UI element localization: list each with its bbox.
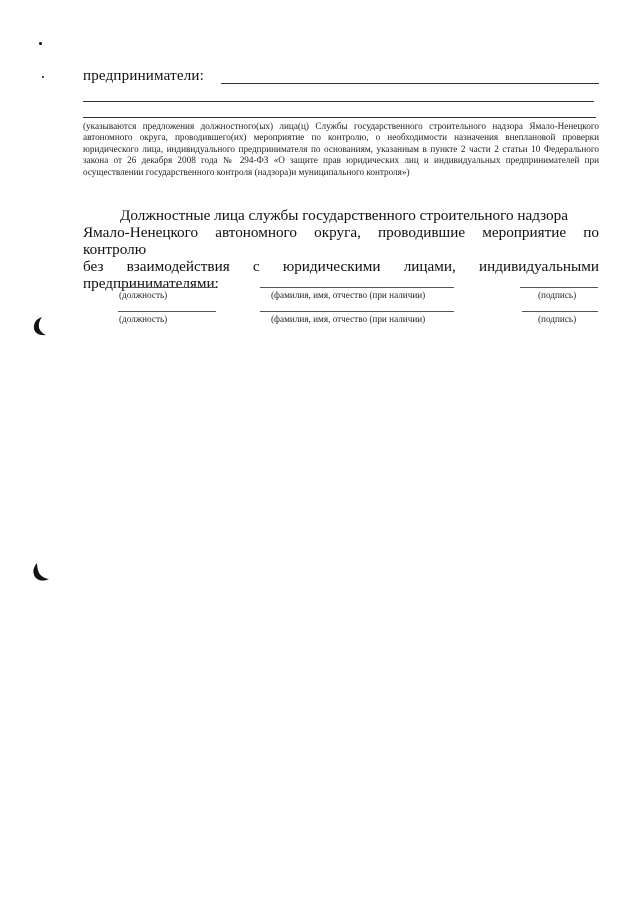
signature-row-2-name-line xyxy=(260,311,454,312)
blank-line-1 xyxy=(83,101,594,102)
word: без xyxy=(83,258,104,275)
paragraph-line-2: Ямало-Ненецкого автономного округа, проводившие мероприятие по контролю xyxy=(83,224,599,258)
hole-punch-mark-lower xyxy=(30,562,52,584)
word: взаимодействия xyxy=(126,258,230,275)
word: с xyxy=(252,258,260,275)
signature-row-1-signature-line xyxy=(520,287,598,288)
signature-row-2-name-caption: (фамилия, имя, отчество (при наличии) xyxy=(271,314,426,324)
signature-row-2-signature-line xyxy=(522,311,598,312)
signature-row-2-position-line xyxy=(118,311,216,312)
signature-row-1-position-caption: (должность) xyxy=(119,290,168,300)
word: лицами, xyxy=(403,258,456,275)
signature-row-2-signature-caption: (подпись) xyxy=(538,314,577,324)
officials-paragraph xyxy=(83,207,599,292)
blank-line-2 xyxy=(83,117,596,118)
hole-punch-mark-upper xyxy=(30,316,50,338)
paragraph-line-3 xyxy=(83,258,599,275)
signature-row-1-position-line xyxy=(118,287,216,288)
paragraph-line-4: предпринимателями: xyxy=(83,275,219,292)
header-label: предприниматели: xyxy=(83,68,204,84)
signature-row-1-signature-caption: (подпись) xyxy=(538,290,577,300)
word: юридическими xyxy=(282,258,381,275)
signature-row-1-name-caption: (фамилия, имя, отчество (при наличии) xyxy=(271,290,426,300)
margin-dot-second xyxy=(42,76,44,78)
margin-dot-top xyxy=(39,42,42,45)
instruction-note: (указываются предложения должностного(ых) лица(ц) Службы государственного строительного надзора Ямало-Ненецкого автономного округа, проводившего(их) мероприятие по контролю, о необходимости назначения внеплановой проверки юридического лица, индивидуального предпринимателя по основаниям, указанным в пункте 2 части 2 статьи 10 Федерального закона от 26 декабря 2008 года № 294-ФЗ «О защите прав юридических лиц и индивидуальных предпринимателей при осуществлении государственного контроля (надзора)и муниципального контроля») xyxy=(83,121,599,177)
signature-row-2-position-caption: (должность) xyxy=(119,314,168,324)
signature-row-1-name-line xyxy=(260,287,454,288)
word: индивидуальными xyxy=(479,258,599,275)
paragraph-line-1: Должностные лица службы государственного строительного надзора xyxy=(120,207,568,224)
header-fill-line xyxy=(221,83,599,84)
